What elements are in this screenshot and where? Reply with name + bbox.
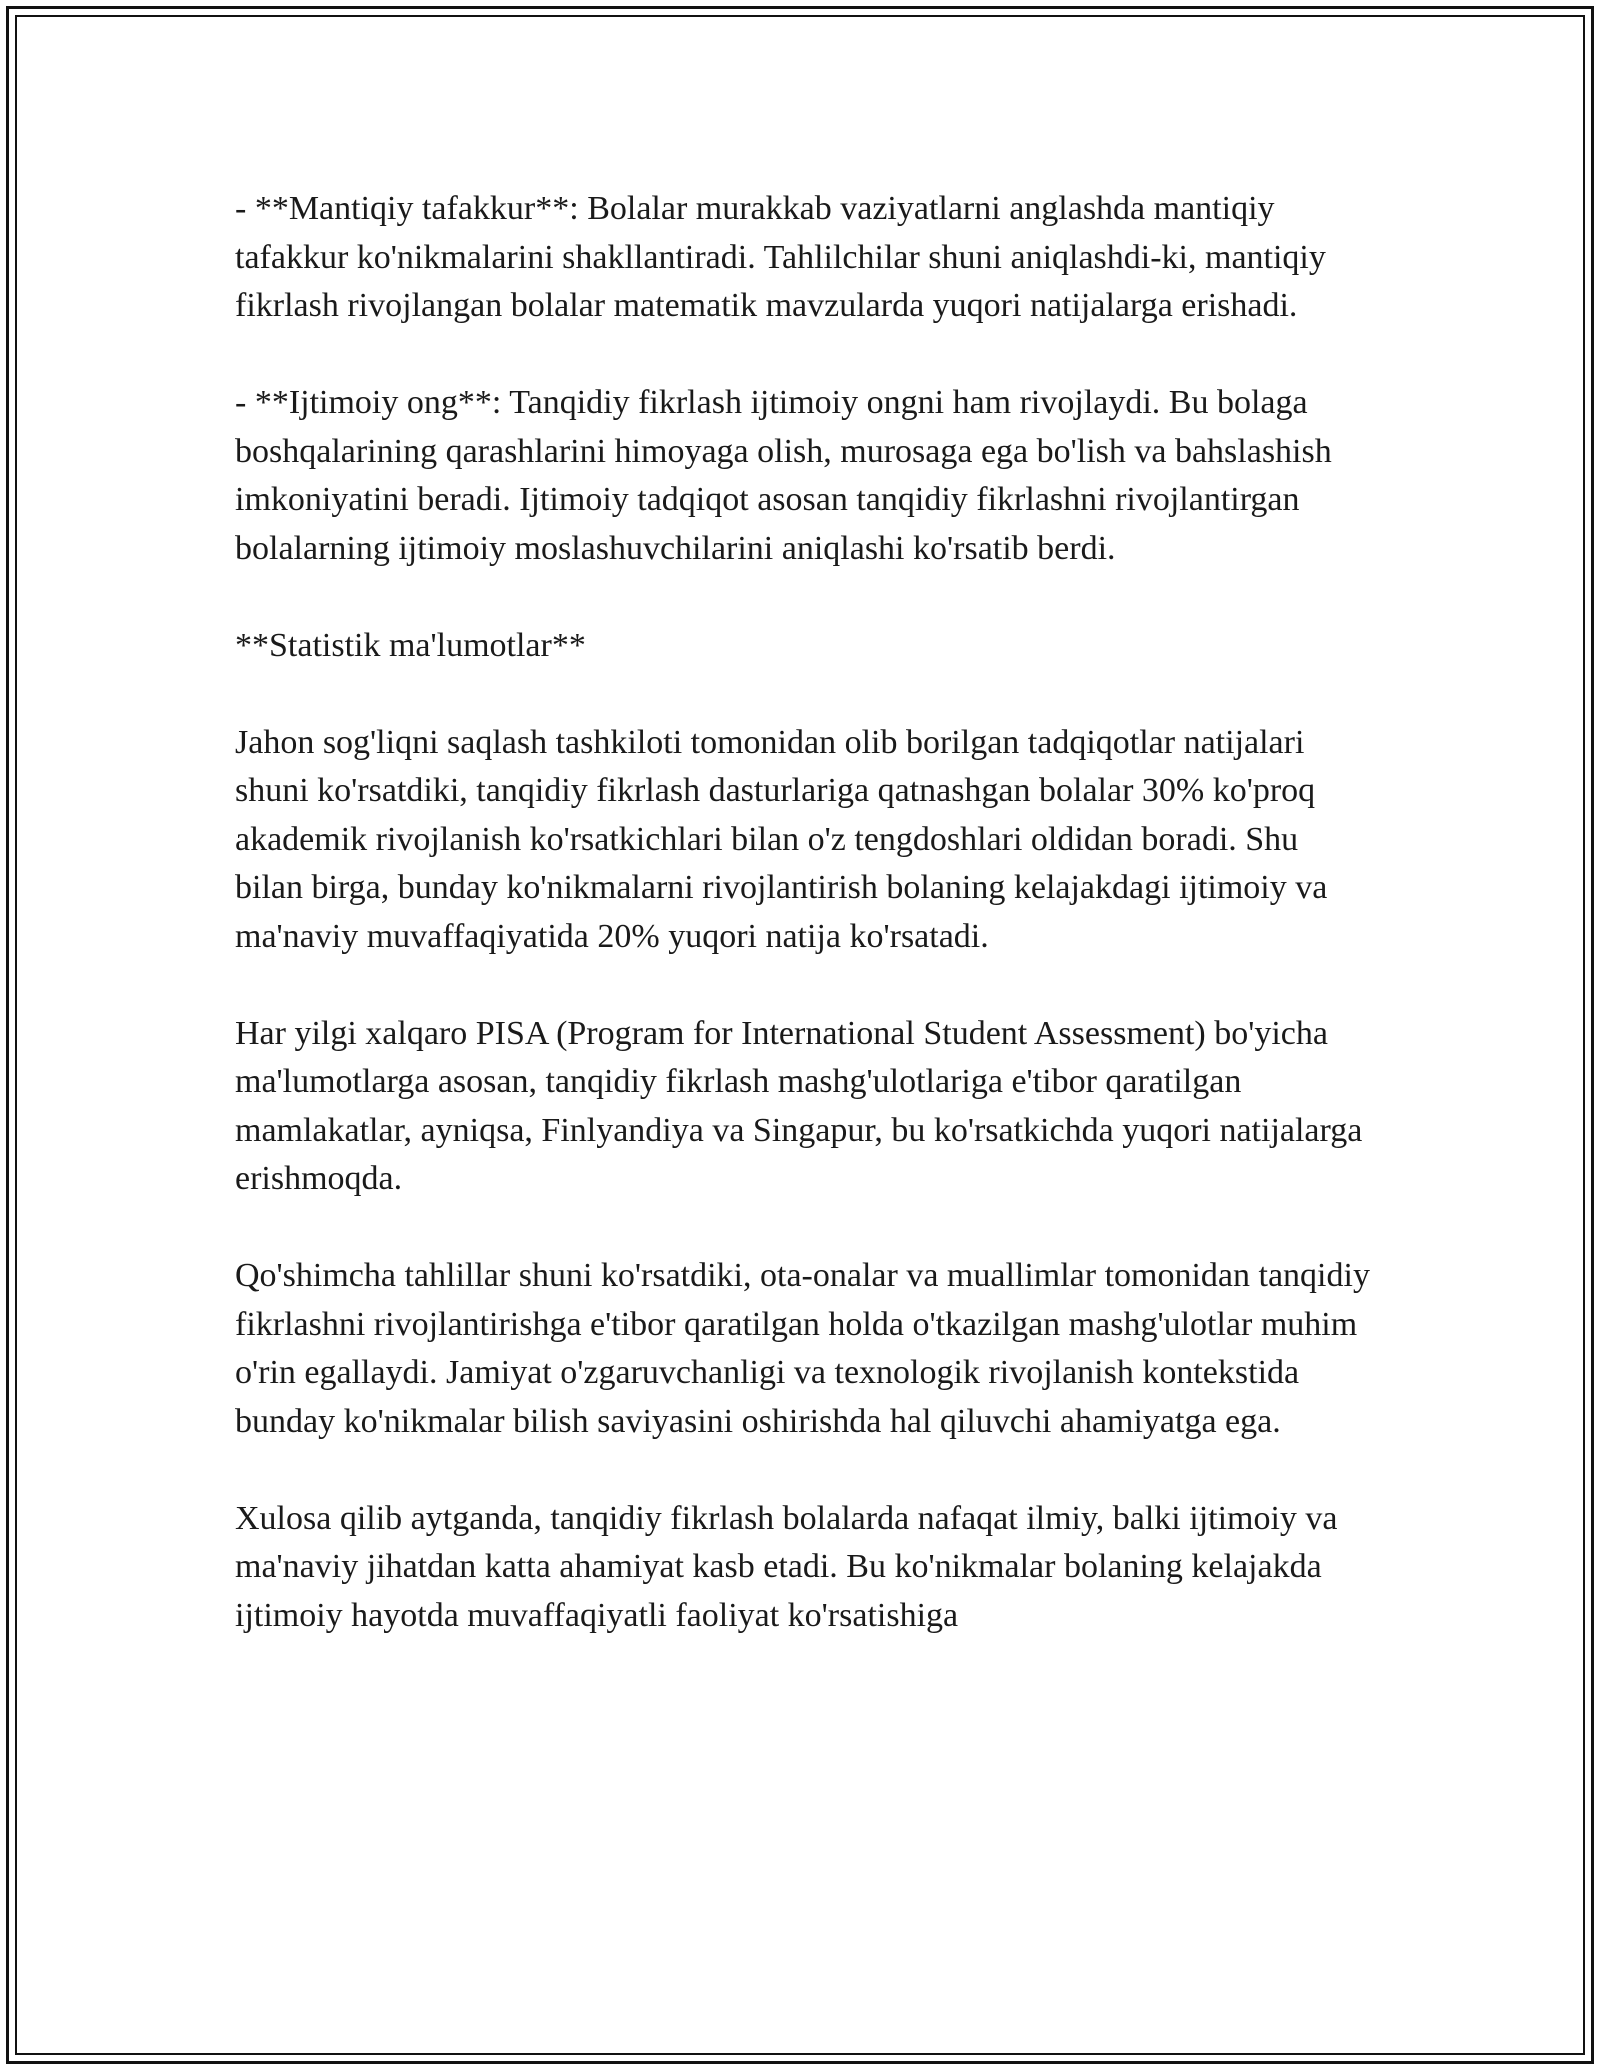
paragraph-qoshimcha-tahlillar: Qo'shimcha tahlillar shuni ko'rsatdiki, ota-onalar va muallimlar tomonidan tanqidiy fikrlashni rivojlantirishga e'tibor qaratilgan holda o'tkazilgan mashg'ulotlar muhim o'rin egallaydi. Jamiyat o'zgaruvchanligi va texnologik rivojlanish kontekstida bunday ko'nikmalar bilish saviyasini oshirishda hal qiluvchi ahamiyatga ega. <box>235 1257 1370 1440</box>
paragraph-pisa: Har yilgi xalqaro PISA (Program for International Student Assessment) bo'yicha ma'lumotlarga asosan, tanqidiy fikrlash mashg'ulotlariga e'tibor qaratilgan mamlakatlar, ayniqsa, Finlyandiya va Singapur, bu ko'rsatkichda yuqori natijalarga erishmoqda. <box>235 1014 1363 1197</box>
paragraph-ijtimoiy-ong: - **Ijtimoiy ong**: Tanqidiy fikrlash ijtimoiy ongni ham rivojlaydi. Bu bolaga boshqalarining qarashlarini himoyaga olish, murosaga ega bo'lish va bahslashish imkoniyatini beradi. Ijtimoiy tadqiqot asosan tanqidiy fikrlashni rivojlantirgan bolalarning ijtimoiy moslashuvchilarini aniqlashi ko'rsatib berdi. <box>235 384 1332 567</box>
section-heading-statistik: **Statistik ma'lumotlar** <box>235 626 586 664</box>
paragraph-xulosa: Xulosa qilib aytganda, tanqidiy fikrlash bolalarda nafaqat ilmiy, balki ijtimoiy va ma'naviy jihatdan katta ahamiyat kasb etadi. Bu ko'nikmalar bolaning kelajakda ijtimoiy hayotda muvaffaqiyatli faoliyat ko'rsatishiga <box>235 1499 1338 1634</box>
paragraph-mantiqiy-tafakkur: - **Mantiqiy tafakkur**: Bolalar murakkab vaziyatlarni anglashda mantiqiy tafakkur ko'nikmalarini shakllantiradi. Tahlilchilar shuni aniqlashdi-ki, mantiqiy fikrlash rivojlangan bolalar matematik mavzularda yuqori natijalarga erishadi. <box>235 190 1326 324</box>
document-body <box>235 185 1370 1640</box>
paragraph-jahon-soglik: Jahon sog'liqni saqlash tashkiloti tomonidan olib borilgan tadqiqotlar natijalari shuni ko'rsatdiki, tanqidiy fikrlash dasturlariga qatnashgan bolalar 30% ko'proq akademik rivojlanish ko'rsatkichlari bilan o'z tengdoshlari oldidan boradi. Shu bilan birga, bunday ko'nikmalarni rivojlantirish bolaning kelajakdagi ijtimoiy va ma'naviy muvaffaqiyatida 20% yuqori natija ko'rsatadi. <box>235 723 1328 955</box>
